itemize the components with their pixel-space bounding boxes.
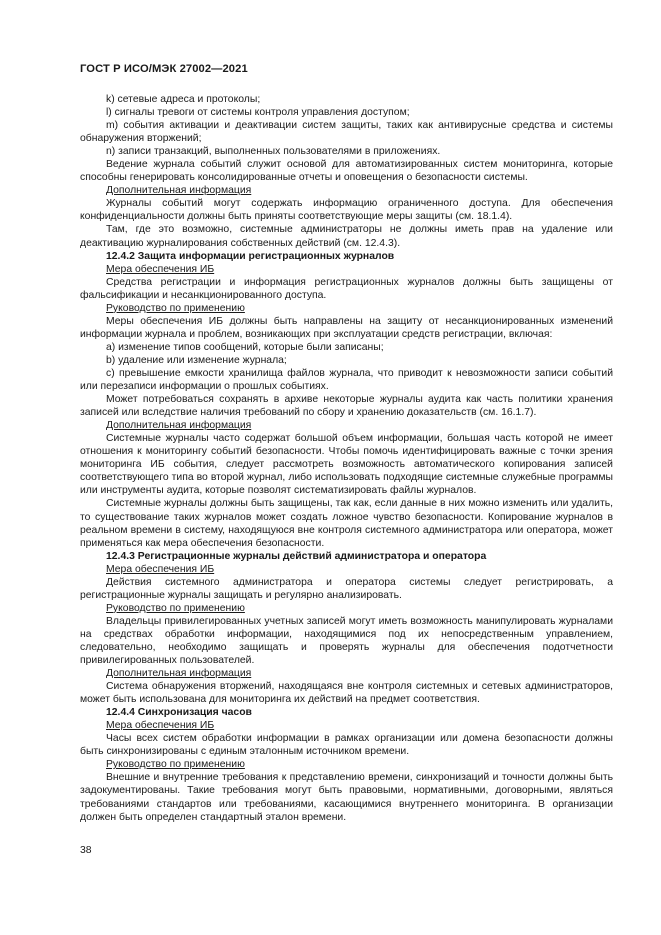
section-heading: 12.4.4 Синхронизация часов: [106, 707, 252, 719]
paragraph: b) удаление или изменение журнала;: [106, 354, 287, 366]
document-body: [80, 93, 613, 824]
paragraph: Часы всех систем обработки информации в рамках организации или домена безопасности должны быть синхронизированы с единым эталонным источником времени.: [80, 733, 613, 758]
subsection-label: Руководство по применению: [106, 602, 245, 614]
paragraph: a) изменение типов сообщений, которые были записаны;: [106, 341, 384, 353]
paragraph: m) события активации и деактивации систем защиты, таких как антивирусные средства и системы обнаружения вторжений;: [80, 120, 613, 145]
paragraph: Ведение журнала событий служит основой для автоматизированных систем мониторинга, которые способны генерировать консолидированные отчеты и оповещения о безопасности системы.: [80, 159, 613, 184]
paragraph: n) записи транзакций, выполненных пользователями в приложениях.: [106, 146, 441, 158]
paragraph: Системные журналы должны быть защищены, так как, если данные в них можно изменить или удалить, то существование таких журналов может создать ложное чувство безопасности. Копирование журналов в реальном времени в систему, находящуюся вне контроля системного администратора или оператора, может применяться как мера обеспечения безопасности.: [80, 498, 613, 549]
subsection-label: Дополнительная информация: [106, 420, 252, 432]
paragraph: Средства регистрации и информация регистрационных журналов должны быть защищены от фальсификации и несанкционированного доступа.: [80, 276, 613, 301]
section-heading: 12.4.3 Регистрационные журналы действий администратора и оператора: [106, 550, 487, 562]
subsection-label: Мера обеспечения ИБ: [106, 563, 215, 575]
paragraph: Внешние и внутренние требования к представлению времени, синхронизаций и точности должны быть задокументированы. Такие требования могут быть правовыми, нормативными, договорными, являться требованиями стандартов или требованиями, касающимися внутреннего мониторинга. В организации должен быть определен стандартный эталон времени.: [80, 772, 613, 823]
paragraph: Действия системного администратора и оператора системы следует регистрировать, а регистрационные журналы защищать и регулярно анализировать.: [80, 576, 613, 601]
subsection-label: Руководство по применению: [106, 759, 245, 771]
subsection-label: Дополнительная информация: [106, 185, 252, 197]
page-number: 38: [80, 845, 92, 856]
paragraph: Может потребоваться сохранять в архиве некоторые журналы аудита как часть политики хранения записей или вследствие наличия требований по сбору и хранению доказательств (см. 16.1.7).: [80, 394, 613, 419]
paragraph: Там, где это возможно, системные администраторы не должны иметь прав на удаление или деактивацию журналирования собственных действий (см. 12.4.3).: [80, 224, 613, 249]
standard-header: ГОСТ Р ИСО/МЭК 27002—2021: [80, 63, 248, 75]
subsection-label: Руководство по применению: [106, 302, 245, 314]
subsection-label: Мера обеспечения ИБ: [106, 263, 215, 275]
paragraph: c) превышение емкости хранилища файлов журнала, что приводит к невозможности записи событий или перезаписи информации о прошлых событиях.: [80, 367, 613, 393]
paragraph: Система обнаружения вторжений, находящаяся вне контроля системных и сетевых администраторов, может быть использована для мониторинга их действий на предмет соответствия.: [80, 681, 613, 706]
paragraph: Журналы событий могут содержать информацию ограниченного доступа. Для обеспечения конфиденциальности должны быть приняты соответствующие меры защиты (см. 18.1.4).: [80, 198, 613, 223]
paragraph: Меры обеспечения ИБ должны быть направлены на защиту от несанкционированных изменений информации журнала и проблем, возникающих при эксплуатации средств регистрации, включая:: [80, 315, 613, 340]
paragraph: l) сигналы тревоги от системы контроля управления доступом;: [106, 107, 410, 119]
paragraph: Владельцы привилегированных учетных записей могут иметь возможность манипулировать журналами на средствах обработки информации, находящимися под их непосредственным управлением, следовательно, необходимо защищать и проверять журналы для обеспечения подотчетности привилегированных пользователей.: [80, 615, 613, 667]
section-heading: 12.4.2 Защита информации регистрационных журналов: [106, 250, 395, 262]
subsection-label: Мера обеспечения ИБ: [106, 720, 215, 732]
subsection-label: Дополнительная информация: [106, 668, 252, 680]
paragraph: k) сетевые адреса и протоколы;: [106, 94, 261, 105]
paragraph: Системные журналы часто содержат большой объем информации, большая часть которой не имеет отношения к мониторингу событий безопасности. Чтобы помочь идентифицировать важные с точки зрения мониторинга ИБ события, следует рассмотреть возможность автоматического копирования записей соответствующего типа во второй журнал, либо использовать подходящие системные служебные программы или инструменты аудита, которые позволят систематизировать файлы журналов.: [80, 433, 613, 497]
